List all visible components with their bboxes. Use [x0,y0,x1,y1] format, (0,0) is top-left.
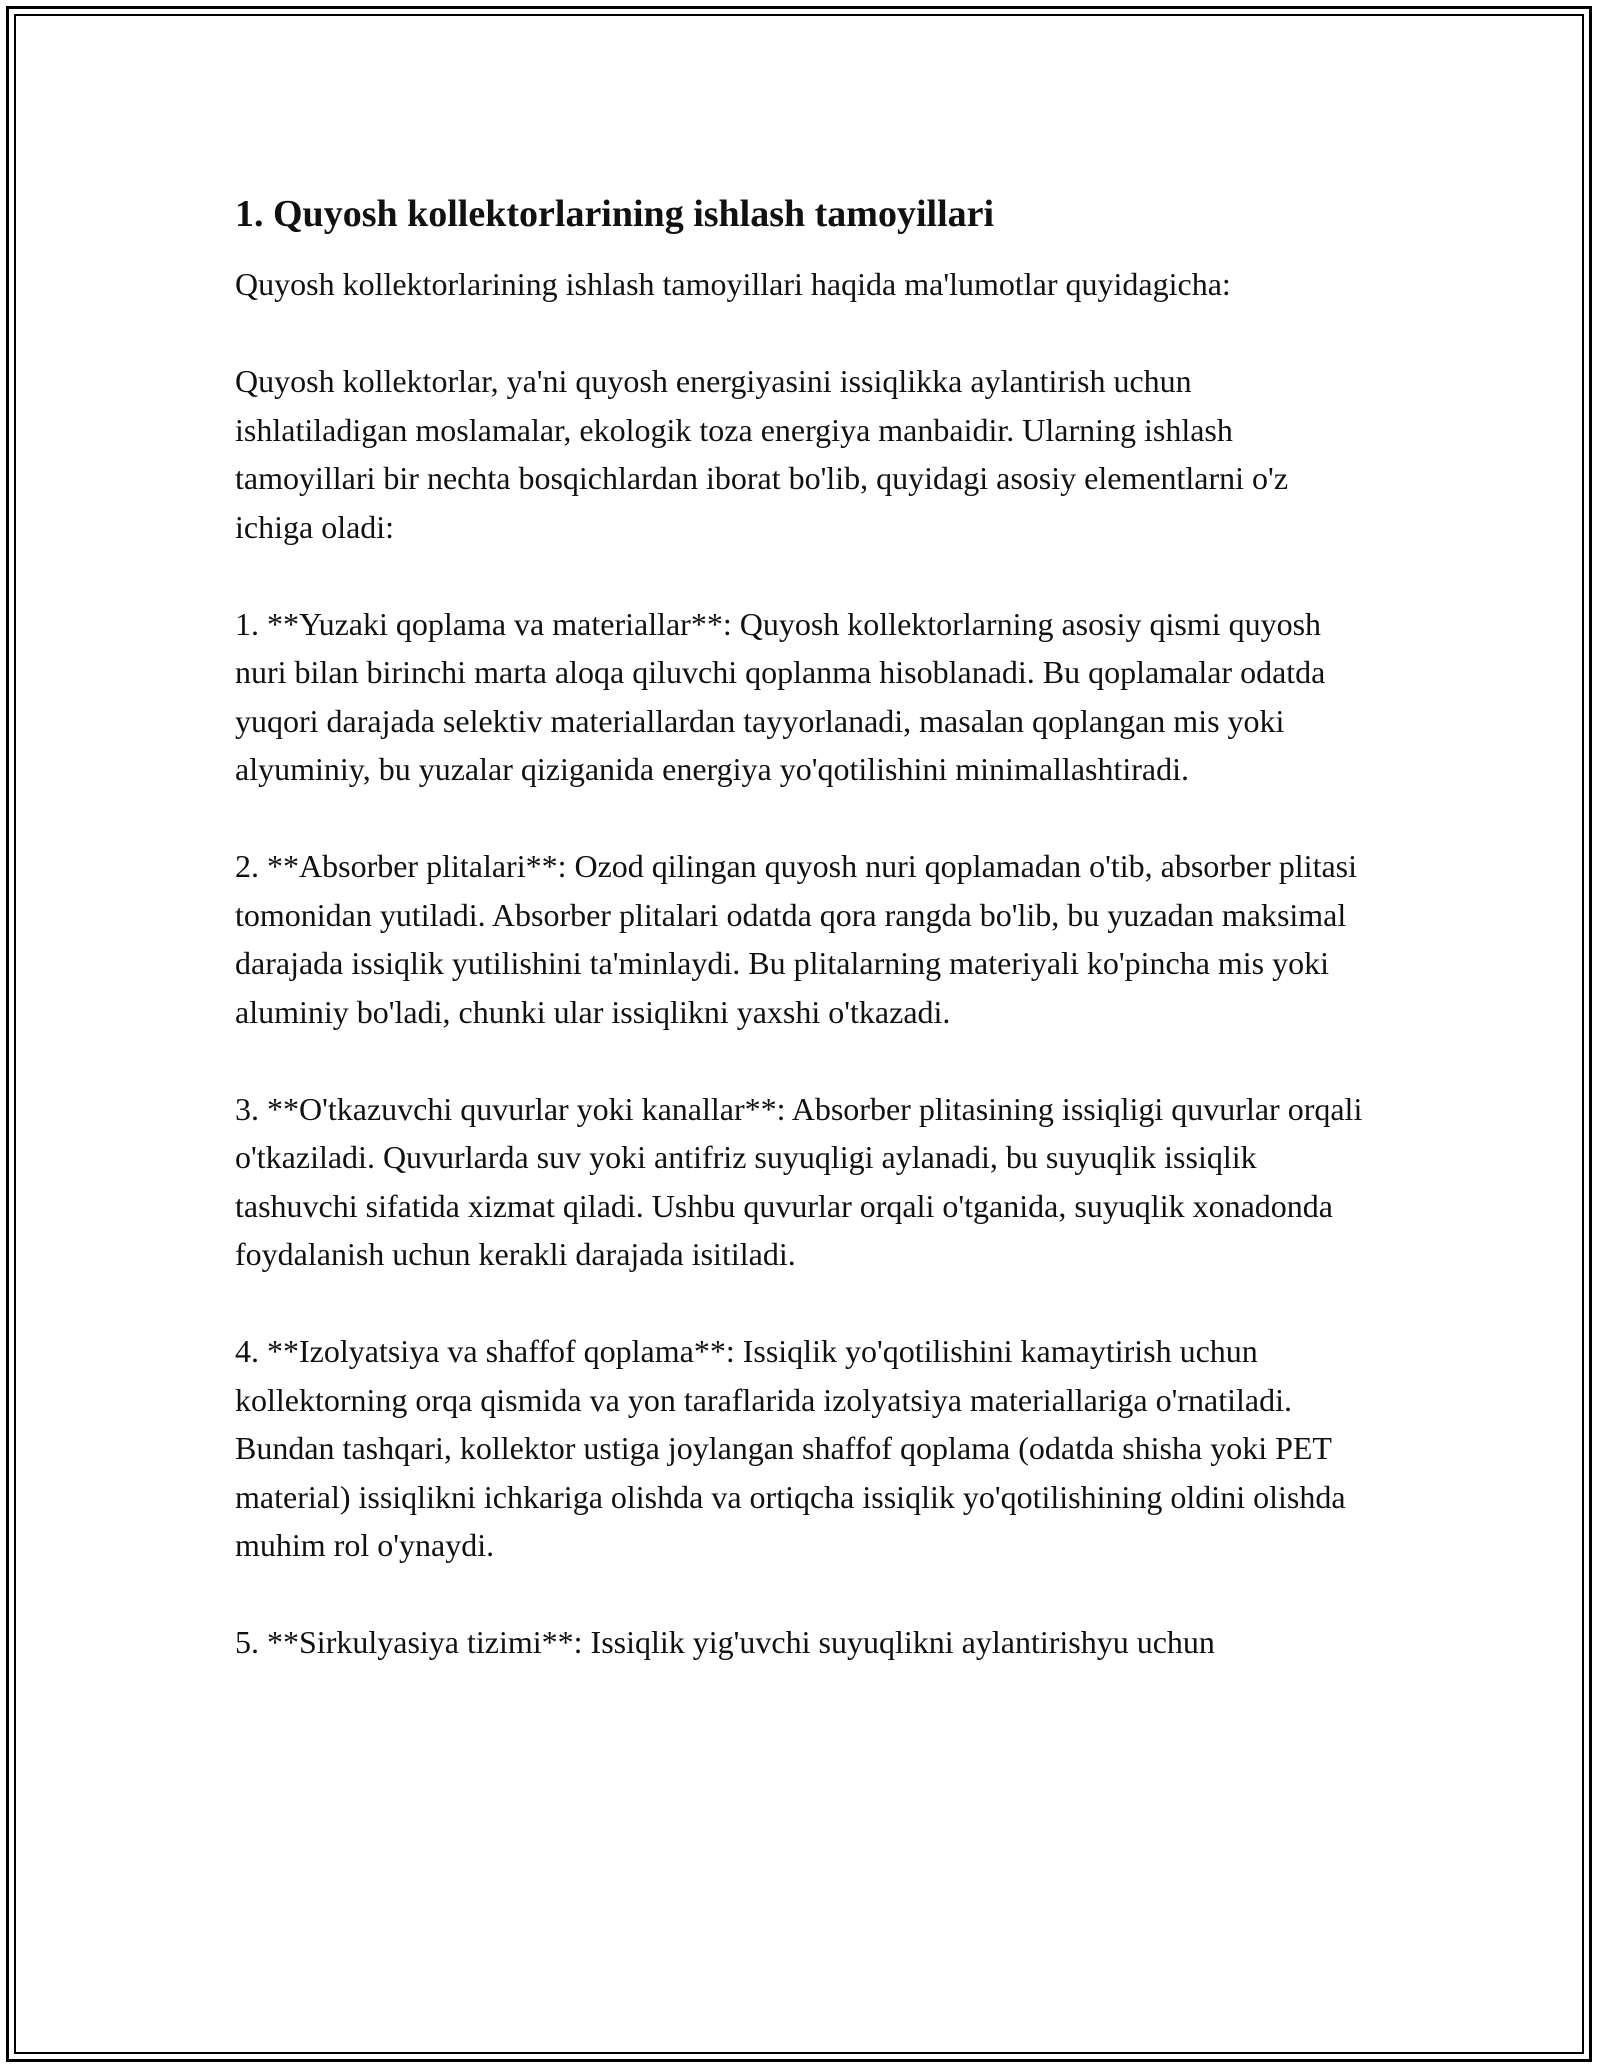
document-body [235,190,1365,1667]
section-heading: 1. Quyosh kollektorlarining ishlash tamoyillari [235,193,995,235]
list-item-3: 3. **O'tkazuvchi quvurlar yoki kanallar**: Absorber plitasining issiqligi quvurlar orqali o'tkaziladi. Quvurlarda suv yoki antifriz suyuqligi aylanadi, bu suyuqlik issiqlik tashuvchi sifatida xizmat qiladi. Ushbu quvurlar orqali o'tganida, suyuqlik xonadonda foydalanish uchun kerakli darajada isitiladi. [235,1090,1363,1272]
list-item-4: 4. **Izolyatsiya va shaffof qoplama**: Issiqlik yo'qotilishini kamaytirish uchun kollektorning orqa qismida va yon taraflarida izolyatsiya materiallariga o'rnatiladi. Bundan tashqari, kollektor ustiga joylangan shaffof qoplama (odatda shisha yoki PET material) issiqlikni ichkariga olishda va ortiqcha issiqlik yo'qotilishining oldini olishda muhim rol o'ynaydi. [235,1333,1346,1563]
list-item-5: 5. **Sirkulyasiya tizimi**: Issiqlik yig'uvchi suyuqlikni aylantirishyu uchun [235,1624,1215,1660]
intro-paragraph: Quyosh kollektorlarining ishlash tamoyillari haqida ma'lumotlar quyidagicha: [235,266,1231,302]
list-item-1: 1. **Yuzaki qoplama va materiallar**: Quyosh kollektorlarning asosiy qismi quyosh nuri bilan birinchi marta aloqa qiluvchi qoplanma hisoblanadi. Bu qoplamalar odatda yuqori darajada selektiv materiallardan tayyorlanadi, masalan qoplangan mis yoki alyuminiy, bu yuzalar qiziganida energiya yo'qotilishini minimallashtiradi. [235,605,1326,787]
overview-paragraph: Quyosh kollektorlar, ya'ni quyosh energiyasini issiqlikka aylantirish uchun ishlatiladigan moslamalar, ekologik toza energiya manbaidir. Ularning ishlash tamoyillari bir nechta bosqichlardan iborat bo'lib, quyidagi asosiy elementlarni o'z ichiga oladi: [235,363,1289,545]
list-item-2: 2. **Absorber plitalari**: Ozod qilingan quyosh nuri qoplamadan o'tib, absorber plitasi tomonidan yutiladi. Absorber plitalari odatda qora rangda bo'lib, bu yuzadan maksimal darajada issiqlik yutilishini ta'minlaydi. Bu plitalarning materiyali ko'pincha mis yoki aluminiy bo'ladi, chunki ular issiqlikni yaxshi o'tkazadi. [235,848,1357,1030]
